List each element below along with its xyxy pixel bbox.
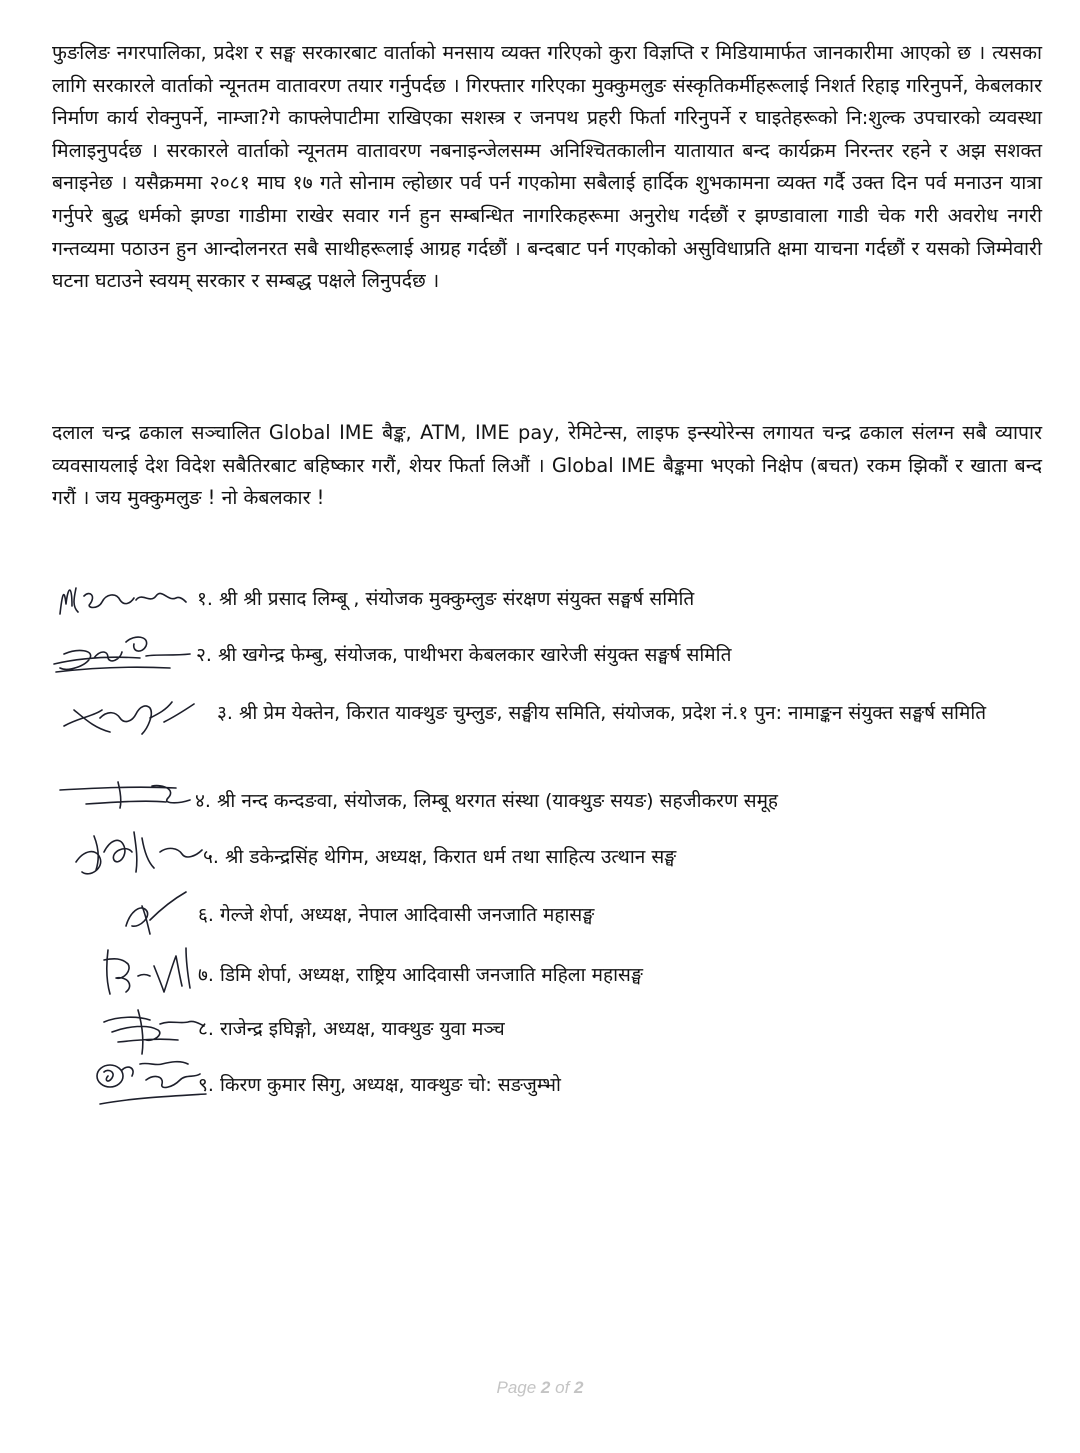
signatory-text-4: ४. श्री नन्द कन्दङवा, संयोजक, लिम्बू थरगत संस्था (याक्थुङ सयङ) सहजीकरण समूह [195,790,779,812]
footer-of-word: of [555,1378,570,1397]
signature-4 [56,770,206,828]
signature-9 [92,1054,212,1114]
signatory-text-9: ९. किरण कुमार सिगु, अध्यक्ष, याक्थुङ चो: सङजुम्भो [198,1074,561,1096]
signature-5 [70,822,210,888]
signatory-row-4 [50,770,1050,828]
signatory-text-6: ६. गेल्जे शेर्पा, अध्यक्ष, नेपाल आदिवासी जनजाति महासङ्घ [198,904,595,926]
signatory-text-8: ८. राजेन्द्र इघिङ्गो, अध्यक्ष, याक्थुङ युवा मञ्च [198,1018,505,1040]
page-footer [0,1378,1080,1398]
signatory-text-7: ७. डिमि शेर्पा, अध्यक्ष, राष्ट्रिय आदिवासी जनजाति महिला महासङ्घ [198,964,643,986]
body-paragraph-1: फुङलिङ नगरपालिका, प्रदेश र सङ्घ सरकारबाट वार्ताको मनसाय व्यक्त गरिएको कुरा विज्ञप्ति र मिडियामार्फत जानकारीमा आएको छ । त्यसका लागि सरकारले वार्ताको न्यूनतम वातावरण तयार गर्नुपर्दछ । गिरफ्तार गरिएका मुक्कुमलुङ संस्कृतिकर्मीहरूलाई निशर्त रिहाइ गरिनुपर्ने, केबलकार निर्माण कार्य रोक्नुपर्ने, नाम्जा?गे काफ्लेपाटीमा राखिएका सशस्त्र र जनपथ प्रहरी फिर्ता गरिनुपर्ने र घाइतेहरूको नि:शुल्क उपचारको व्यवस्था मिलाइनुपर्दछ । सरकारले वार्ताको न्यूनतम वातावरण नबनाइन्जेलसम्म अनिश्चितकालीन यातायात बन्द कार्यक्रम निरन्तर रहने र अझ सशक्त बनाइनेछ । यसैक्रममा २०८१ माघ १७ गते सोनाम ल्होछार पर्व पर्न गएकोमा सबैलाई हार्दिक शुभकामना व्यक्त गर्दै उक्त दिन पर्व मनाउन यात्रा गर्नुपरे बुद्ध धर्मको झण्डा गाडीमा राखेर सवार गर्न हुन सम्बन्धित नागरिकहरूमा अनुरोध गर्दछौं र झण्डावाला गाडी चेक गरी अवरोध नगरी गन्तव्यमा पठाउन हुन आन्दोलनरत सबै साथीहरूलाई आग्रह गर्दछौं । बन्दबाट पर्न गएकोको असुविधाप्रति क्षमा याचना गर्दछौं र यसको जिम्मेवारी घटना घटाउने स्वयम् सरकार र सम्बद्ध पक्षले लिनुपर्दछ । [52,41,1042,293]
signatory-row-9 [50,1054,1050,1114]
signatory-text-1: १. श्री श्री प्रसाद लिम्बू , संयोजक मुक्कुम्लुङ संरक्षण संयुक्त सङ्घर्ष समिति [197,588,695,610]
signatory-row-7 [50,936,1050,1002]
signatory-row-5 [50,822,1050,888]
signatory-row-2 [50,628,1050,686]
signatory-text-5: ५. श्री डकेन्द्रसिंह थेगिम, अध्यक्ष, किरात धर्म तथा साहित्य उत्थान सङ्घ [203,846,677,868]
signatory-row-3 [50,688,1050,758]
signature-7 [98,936,198,1002]
signatory-row-1 [50,574,1050,632]
footer-page-total: 2 [574,1378,584,1397]
signature-2 [50,628,200,686]
signatory-row-8 [50,1002,1050,1060]
signature-1 [50,574,190,632]
signatory-text-3: ३. श्री प्रेम येक्तेन, किरात याक्थुङ चुम्लुङ, सङ्घीय समिति, संयोजक, प्रदेश नं.१ पुन: नामाङ्कन संयुक्त सङ्घर्ष समिति [217,702,987,724]
signatory-text-2: २. श्री खगेन्द्र फेम्बु, संयोजक, पाथीभरा केबलकार खारेजी संयुक्त सङ्घर्ष समिति [196,644,732,666]
footer-page-current: 2 [540,1378,551,1397]
footer-page-word: Page [496,1378,537,1397]
signature-3 [54,688,204,746]
body-paragraph-2: दलाल चन्द्र ढकाल सञ्चालित Global IME बैङ्क, ATM, IME pay, रेमिटेन्स, लाइफ इन्स्योरेन्स लगायत चन्द्र ढकाल संलग्न सबै व्यापार व्यवसायलाई देश विदेश सबैतिरबाट बहिष्कार गरौं, शेयर फिर्ता लिऔं । Global IME बैङ्कमा भएको निक्षेप (बचत) रकम झिकौं र खाता बन्द गरौं । जय मुक्कुमलुङ ! नो केबलकार ! [52,421,1042,510]
signature-8 [98,1002,208,1060]
